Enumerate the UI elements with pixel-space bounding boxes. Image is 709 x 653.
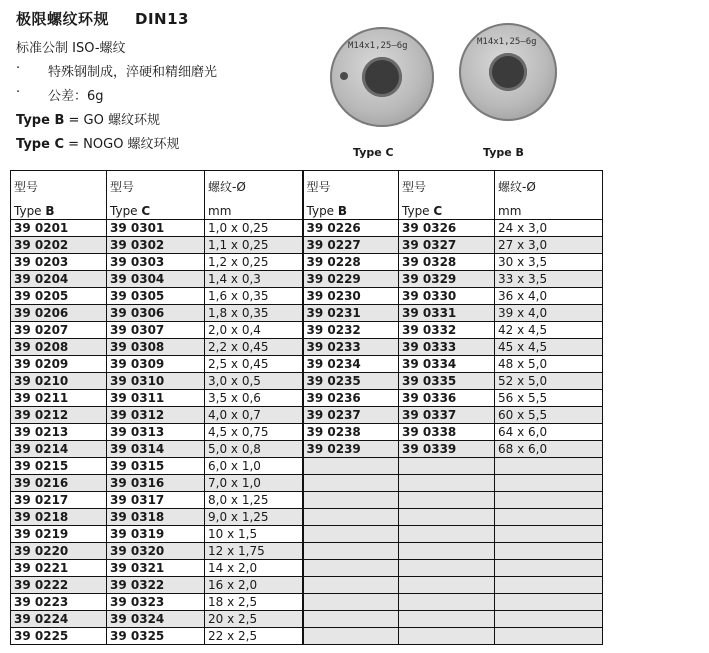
table-row <box>11 220 603 237</box>
cell-thread-size: 39 x 4,0 <box>495 305 603 322</box>
subheader-type-c: Type C <box>107 195 205 220</box>
cell-thread-size <box>495 611 603 628</box>
type-b-value: = GO 螺纹环规 <box>64 113 160 128</box>
cell-thread-size <box>495 628 603 645</box>
cell-type-b-code: 39 0211 <box>11 390 107 407</box>
cell-thread-size: 10 x 1,5 <box>205 526 303 543</box>
ring-marking: M14x1,25–6g <box>477 37 537 47</box>
cell-type-c-code: 39 0302 <box>107 237 205 254</box>
cell-thread-size <box>495 526 603 543</box>
cell-type-b-code: 39 0230 <box>303 288 399 305</box>
cell-type-c-code: 39 0309 <box>107 356 205 373</box>
table-row <box>11 254 603 271</box>
cell-type-c-code: 39 0303 <box>107 254 205 271</box>
table-row <box>11 458 603 475</box>
cell-type-c-code: 39 0301 <box>107 220 205 237</box>
cell-type-c-code <box>399 509 495 526</box>
cell-type-c-code: 39 0321 <box>107 560 205 577</box>
type-b-key: Type B <box>16 113 65 128</box>
cell-type-b-code <box>303 526 399 543</box>
table-row <box>11 271 603 288</box>
cell-type-b-code <box>303 577 399 594</box>
cell-thread-size: 60 x 5,5 <box>495 407 603 424</box>
cell-type-b-code <box>303 492 399 509</box>
cell-type-b-code: 39 0236 <box>303 390 399 407</box>
cell-thread-size <box>495 594 603 611</box>
table-row <box>11 424 603 441</box>
table-row <box>11 526 603 543</box>
cell-type-c-code: 39 0335 <box>399 373 495 390</box>
table-row <box>11 237 603 254</box>
cell-type-b-code: 39 0234 <box>303 356 399 373</box>
cell-type-b-code <box>303 458 399 475</box>
header-model-b-2: 型号 <box>303 171 399 196</box>
cell-type-b-code: 39 0220 <box>11 543 107 560</box>
cell-type-c-code <box>399 594 495 611</box>
cell-thread-size: 68 x 6,0 <box>495 441 603 458</box>
cell-thread-size: 45 x 4,5 <box>495 339 603 356</box>
cell-thread-size: 30 x 3,5 <box>495 254 603 271</box>
cell-type-c-code: 39 0315 <box>107 458 205 475</box>
cell-type-b-code <box>303 628 399 645</box>
cell-type-b-code: 39 0228 <box>303 254 399 271</box>
cell-type-c-code: 39 0317 <box>107 492 205 509</box>
cell-type-b-code <box>303 475 399 492</box>
cell-thread-size <box>495 577 603 594</box>
cell-thread-size: 52 x 5,0 <box>495 373 603 390</box>
cell-type-c-code: 39 0307 <box>107 322 205 339</box>
cell-thread-size: 56 x 5,5 <box>495 390 603 407</box>
page-title <box>16 8 189 29</box>
cell-type-c-code: 39 0332 <box>399 322 495 339</box>
cell-type-b-code: 39 0238 <box>303 424 399 441</box>
subheader-unit-2: mm <box>495 195 603 220</box>
cell-thread-size: 9,0 x 1,25 <box>205 509 303 526</box>
cell-thread-size: 4,5 x 0,75 <box>205 424 303 441</box>
header-thread-2: 螺纹-Ø <box>495 171 603 196</box>
cell-thread-size: 18 x 2,5 <box>205 594 303 611</box>
cell-type-c-code <box>399 543 495 560</box>
cell-type-c-code: 39 0306 <box>107 305 205 322</box>
type-b-definition <box>16 109 160 128</box>
cell-type-b-code: 39 0202 <box>11 237 107 254</box>
table-row <box>11 492 603 509</box>
cell-type-c-code: 39 0318 <box>107 509 205 526</box>
cell-thread-size: 4,0 x 0,7 <box>205 407 303 424</box>
cell-type-b-code: 39 0201 <box>11 220 107 237</box>
cell-type-b-code: 39 0233 <box>303 339 399 356</box>
cell-type-c-code: 39 0338 <box>399 424 495 441</box>
cell-type-c-code: 39 0304 <box>107 271 205 288</box>
cell-thread-size: 14 x 2,0 <box>205 560 303 577</box>
cell-type-b-code: 39 0218 <box>11 509 107 526</box>
cell-type-c-code <box>399 475 495 492</box>
cell-thread-size: 1,0 x 0,25 <box>205 220 303 237</box>
cell-type-b-code: 39 0225 <box>11 628 107 645</box>
ring-gauge-table <box>10 170 603 645</box>
cell-type-b-code <box>303 560 399 577</box>
table-row <box>11 339 603 356</box>
caption-type-b: Type B <box>483 146 524 159</box>
cell-type-b-code: 39 0235 <box>303 373 399 390</box>
bullet-mark: · <box>16 61 21 76</box>
cell-type-c-code: 39 0334 <box>399 356 495 373</box>
cell-type-b-code: 39 0231 <box>303 305 399 322</box>
cell-type-c-code <box>399 577 495 594</box>
standard-code: DIN13 <box>135 10 189 28</box>
cell-type-b-code: 39 0229 <box>303 271 399 288</box>
cell-thread-size: 8,0 x 1,25 <box>205 492 303 509</box>
bullet-item-material <box>16 61 218 80</box>
cell-type-c-code: 39 0313 <box>107 424 205 441</box>
cell-type-b-code: 39 0206 <box>11 305 107 322</box>
cell-type-b-code: 39 0224 <box>11 611 107 628</box>
cell-thread-size: 24 x 3,0 <box>495 220 603 237</box>
cell-type-b-code: 39 0209 <box>11 356 107 373</box>
cell-thread-size <box>495 509 603 526</box>
nogo-mark-dot <box>340 72 348 80</box>
cell-thread-size: 2,2 x 0,45 <box>205 339 303 356</box>
cell-type-b-code: 39 0212 <box>11 407 107 424</box>
cell-type-c-code: 39 0308 <box>107 339 205 356</box>
cell-thread-size <box>495 492 603 509</box>
cell-type-c-code: 39 0324 <box>107 611 205 628</box>
cell-thread-size: 22 x 2,5 <box>205 628 303 645</box>
cell-type-c-code: 39 0323 <box>107 594 205 611</box>
cell-type-c-code: 39 0339 <box>399 441 495 458</box>
cell-type-c-code: 39 0325 <box>107 628 205 645</box>
cell-thread-size: 2,0 x 0,4 <box>205 322 303 339</box>
type-c-value: = NOGO 螺纹环规 <box>64 137 180 152</box>
cell-thread-size: 2,5 x 0,45 <box>205 356 303 373</box>
ring-gauge-bore <box>362 57 402 97</box>
table-header-row <box>11 171 603 196</box>
bullet-text: 公差：6g <box>48 89 104 104</box>
cell-type-b-code: 39 0208 <box>11 339 107 356</box>
header-model-c: 型号 <box>107 171 205 196</box>
cell-thread-size: 1,6 x 0,35 <box>205 288 303 305</box>
cell-type-c-code: 39 0330 <box>399 288 495 305</box>
cell-thread-size <box>495 458 603 475</box>
bullet-text: 特殊钢制成，淬硬和精细磨光 <box>48 65 218 80</box>
cell-thread-size <box>495 475 603 492</box>
cell-type-b-code: 39 0222 <box>11 577 107 594</box>
cell-thread-size: 7,0 x 1,0 <box>205 475 303 492</box>
cell-type-b-code: 39 0219 <box>11 526 107 543</box>
cell-thread-size: 3,5 x 0,6 <box>205 390 303 407</box>
cell-type-b-code: 39 0223 <box>11 594 107 611</box>
cell-type-c-code <box>399 628 495 645</box>
cell-type-b-code: 39 0207 <box>11 322 107 339</box>
table-row <box>11 611 603 628</box>
ring-gauge-bore <box>489 53 527 91</box>
header-thread: 螺纹-Ø <box>205 171 303 196</box>
subheader-type-c-2: Type C <box>399 195 495 220</box>
type-c-definition <box>16 133 180 152</box>
cell-type-b-code <box>303 611 399 628</box>
cell-type-c-code: 39 0331 <box>399 305 495 322</box>
cell-type-b-code: 39 0217 <box>11 492 107 509</box>
cell-type-c-code <box>399 611 495 628</box>
cell-type-c-code: 39 0329 <box>399 271 495 288</box>
cell-thread-size: 42 x 4,5 <box>495 322 603 339</box>
table-subheader-row <box>11 195 603 220</box>
cell-type-b-code: 39 0232 <box>303 322 399 339</box>
cell-type-c-code: 39 0333 <box>399 339 495 356</box>
cell-type-c-code: 39 0310 <box>107 373 205 390</box>
table-row <box>11 288 603 305</box>
cell-type-b-code <box>303 594 399 611</box>
table-row <box>11 373 603 390</box>
cell-type-b-code <box>303 509 399 526</box>
subheader-type-b-2: Type B <box>303 195 399 220</box>
cell-type-c-code: 39 0319 <box>107 526 205 543</box>
cell-thread-size: 36 x 4,0 <box>495 288 603 305</box>
subtitle: 标准公制 ISO-螺纹 <box>16 41 126 56</box>
bullet-item-tolerance <box>16 85 104 104</box>
cell-type-b-code: 39 0205 <box>11 288 107 305</box>
cell-type-b-code: 39 0210 <box>11 373 107 390</box>
cell-type-c-code <box>399 458 495 475</box>
cell-type-c-code: 39 0328 <box>399 254 495 271</box>
cell-type-b-code <box>303 543 399 560</box>
cell-type-b-code: 39 0213 <box>11 424 107 441</box>
caption-type-c: Type C <box>353 146 394 159</box>
cell-thread-size: 27 x 3,0 <box>495 237 603 254</box>
cell-type-c-code <box>399 526 495 543</box>
table-row <box>11 407 603 424</box>
table-row <box>11 628 603 645</box>
cell-type-c-code <box>399 492 495 509</box>
cell-thread-size: 1,8 x 0,35 <box>205 305 303 322</box>
cell-thread-size: 20 x 2,5 <box>205 611 303 628</box>
table-row <box>11 356 603 373</box>
cell-thread-size: 1,4 x 0,3 <box>205 271 303 288</box>
title-text: 极限螺纹环规 <box>16 10 110 28</box>
bullet-mark: · <box>16 85 21 100</box>
cell-type-c-code: 39 0312 <box>107 407 205 424</box>
ring-gauge-type-c-image <box>330 27 434 127</box>
table-row <box>11 441 603 458</box>
cell-thread-size: 3,0 x 0,5 <box>205 373 303 390</box>
cell-type-b-code: 39 0204 <box>11 271 107 288</box>
table-row <box>11 390 603 407</box>
ring-marking: M14x1,25–6g <box>348 41 408 51</box>
cell-thread-size: 6,0 x 1,0 <box>205 458 303 475</box>
header-model-c-2: 型号 <box>399 171 495 196</box>
cell-type-b-code: 39 0216 <box>11 475 107 492</box>
table-row <box>11 560 603 577</box>
cell-type-b-code: 39 0226 <box>303 220 399 237</box>
subheader-unit: mm <box>205 195 303 220</box>
cell-type-c-code: 39 0336 <box>399 390 495 407</box>
cell-type-c-code: 39 0305 <box>107 288 205 305</box>
table-row <box>11 305 603 322</box>
cell-type-c-code: 39 0322 <box>107 577 205 594</box>
table-row <box>11 594 603 611</box>
cell-type-c-code: 39 0326 <box>399 220 495 237</box>
cell-type-c-code: 39 0337 <box>399 407 495 424</box>
cell-thread-size: 33 x 3,5 <box>495 271 603 288</box>
cell-thread-size: 12 x 1,75 <box>205 543 303 560</box>
cell-type-b-code: 39 0239 <box>303 441 399 458</box>
cell-thread-size: 5,0 x 0,8 <box>205 441 303 458</box>
cell-type-c-code: 39 0314 <box>107 441 205 458</box>
cell-thread-size: 16 x 2,0 <box>205 577 303 594</box>
cell-thread-size <box>495 543 603 560</box>
header-model-b: 型号 <box>11 171 107 196</box>
cell-thread-size: 64 x 6,0 <box>495 424 603 441</box>
cell-type-b-code: 39 0215 <box>11 458 107 475</box>
cell-type-b-code: 39 0237 <box>303 407 399 424</box>
table-row <box>11 475 603 492</box>
table-row <box>11 543 603 560</box>
cell-type-c-code <box>399 560 495 577</box>
cell-type-b-code: 39 0227 <box>303 237 399 254</box>
table-row <box>11 577 603 594</box>
table-row <box>11 322 603 339</box>
subheader-type-b: Type B <box>11 195 107 220</box>
cell-type-b-code: 39 0221 <box>11 560 107 577</box>
cell-type-b-code: 39 0214 <box>11 441 107 458</box>
cell-type-c-code: 39 0327 <box>399 237 495 254</box>
cell-type-c-code: 39 0320 <box>107 543 205 560</box>
table-row <box>11 509 603 526</box>
cell-thread-size: 1,1 x 0,25 <box>205 237 303 254</box>
cell-thread-size: 48 x 5,0 <box>495 356 603 373</box>
type-c-key: Type C <box>16 137 64 152</box>
cell-type-b-code: 39 0203 <box>11 254 107 271</box>
cell-thread-size: 1,2 x 0,25 <box>205 254 303 271</box>
cell-type-c-code: 39 0316 <box>107 475 205 492</box>
cell-type-c-code: 39 0311 <box>107 390 205 407</box>
cell-thread-size <box>495 560 603 577</box>
ring-gauge-type-b-image <box>459 23 557 121</box>
